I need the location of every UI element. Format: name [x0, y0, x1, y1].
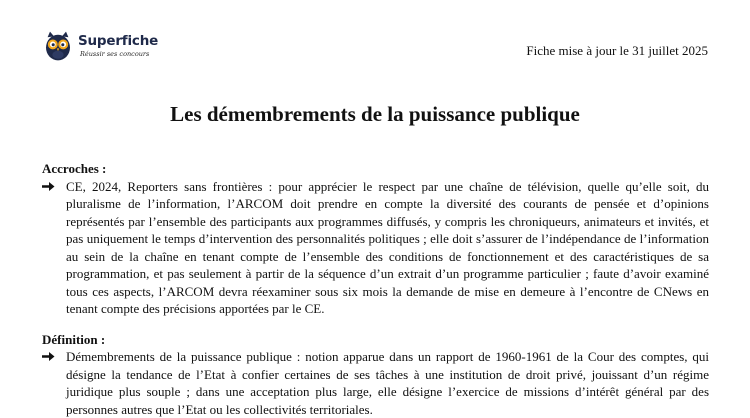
brand-name: Superfiche: [78, 33, 159, 49]
bullet-item: [42, 178, 709, 318]
brand-logo: [42, 30, 158, 62]
bullet-text: CE, 2024, Reporters sans frontières : pour apprécier le respect par une chaîne de télévision, quelle qu’elle soit, du pluralisme de l’information, l’ARCOM doit prendre en compte la diversité des courants de pensée et d’opinions représentés par l’ensemble des participants aux programmes diffusés, y compris les chroniqueurs, animateurs et invités, et pas uniquement le temps d’intervention des personnalités politiques ; elle doit s’assurer de l’indépendance de l’information au sein de la chaîne en tenant compte de l’ensemble des conditions de fonctionnement et des caractéristiques de sa programmation, et pas seulement à partir de la séquence d’un extrait d’un programme particulier ; faute d’avoir examiné tous ces aspects, l’ARCOM devra réexaminer sous six mois la demande de mise en demeure à l’encontre de CNews en tenant compte des précisions apportées par le CE.: [66, 178, 709, 316]
arrow-right-icon: [42, 348, 66, 366]
section-gap: [42, 318, 709, 331]
arrow-right-icon: [42, 178, 66, 196]
bullet-item: [42, 348, 709, 418]
update-date: Fiche mise à jour le 31 juillet 2025: [526, 43, 708, 58]
section-heading-definition: Définition :: [42, 331, 106, 347]
document-title: Les démembrements de la puissance publique: [170, 102, 580, 126]
owl-icon: [42, 30, 74, 62]
section-heading-accroches: Accroches :: [42, 161, 107, 176]
bullet-text: Démembrements de la puissance publique : notion apparue dans un rapport de 1960-1961 de la Cour des comptes, qui désigne la tendance de l’Etat à confier certaines de ses tâches à une institution de droit privé, jouissant d’un régime juridique plus souple ; dans une acceptation plus large, elle désigne l’exercice de missions d’intérêt général par des personnes autres que l’Etat ou les collectivités territoriales.: [66, 349, 709, 417]
document-body: [42, 160, 709, 418]
brand-tagline: Réussir ses concours: [80, 49, 150, 58]
